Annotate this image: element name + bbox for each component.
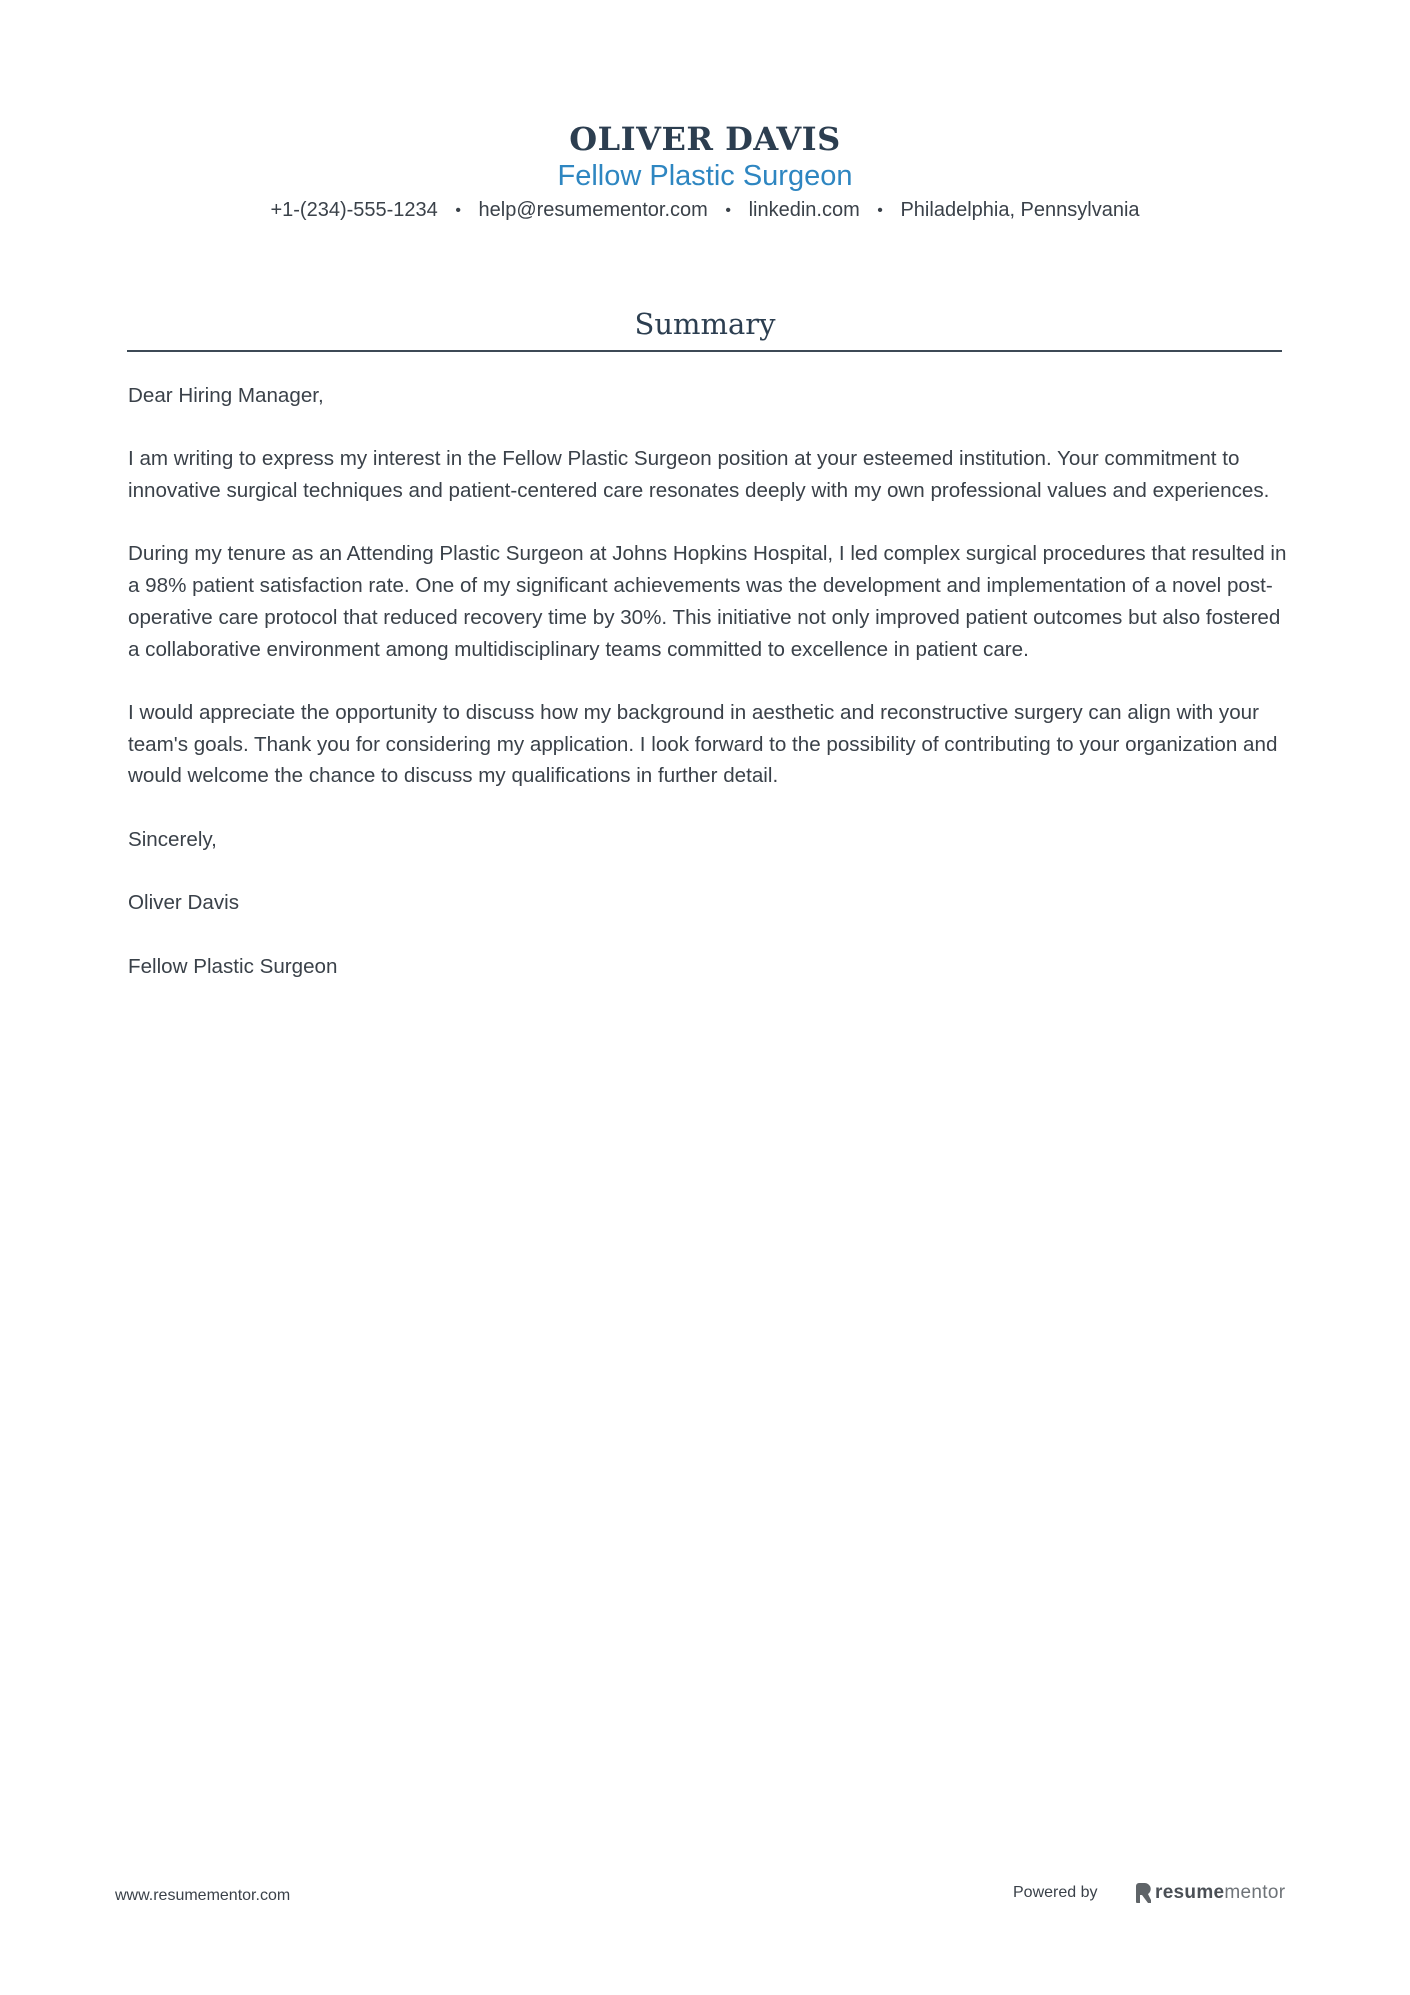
section-divider [127, 350, 1282, 352]
resumementor-logo-icon [1136, 1883, 1151, 1903]
contact-phone: +1-(234)-555-1234 [270, 199, 438, 221]
logo-wordmark [1155, 1881, 1285, 1905]
signature-title: Fellow Plastic Surgeon [128, 954, 338, 978]
letter-body [128, 380, 1296, 1014]
closing: Sincerely, [128, 827, 217, 851]
contact-line [0, 196, 1410, 226]
powered-by-label: Powered by [1013, 1884, 1098, 1901]
contact-location: Philadelphia, Pennsylvania [900, 199, 1140, 221]
bullet-separator: • [455, 202, 461, 219]
contact-linkedin: linkedin.com [748, 199, 860, 221]
resumementor-logo[interactable] [1136, 1881, 1285, 1905]
logo-wordmark-bold: resume [1155, 1882, 1225, 1903]
bullet-separator: • [725, 202, 731, 219]
section-heading-summary: Summary [634, 307, 776, 341]
paragraph-closing: I would appreciate the opportunity to discuss how my background in aesthetic and reconstructive surgery can align with your team's goals. Thank you for considering my application. I look forward to the possibility of contributing to your organization and would welcome the chance to discuss my qualifications in further detail. [128, 700, 1278, 788]
logo-wordmark-light: mentor [1224, 1882, 1286, 1903]
signature-name: Oliver Davis [128, 891, 239, 915]
candidate-name: OLIVER DAVIS [569, 120, 841, 158]
paragraph-experience: During my tenure as an Attending Plastic Surgeon at Johns Hopkins Hospital, I led complex surgical procedures that resulted in a 98% patient satisfaction rate. One of my significant achievements was the development and implementation of a novel post-operative care protocol that reduced recovery time by 30%. This initiative not only improved patient outcomes but also fostered a collaborative environment among multidisciplinary teams committed to excellence in patient care. [128, 542, 1287, 661]
bullet-separator: • [877, 202, 883, 219]
candidate-title: Fellow Plastic Surgeon [557, 160, 853, 192]
paragraph-intro: I am writing to express my interest in the Fellow Plastic Surgeon position at your esteemed institution. Your commitment to innovative surgical techniques and patient-centered care resonates deeply with my own professional values and experiences. [128, 447, 1270, 503]
contact-email: help@resumementor.com [478, 199, 708, 221]
salutation: Dear Hiring Manager, [128, 384, 324, 407]
footer-website-link[interactable]: www.resumementor.com [115, 1887, 291, 1904]
